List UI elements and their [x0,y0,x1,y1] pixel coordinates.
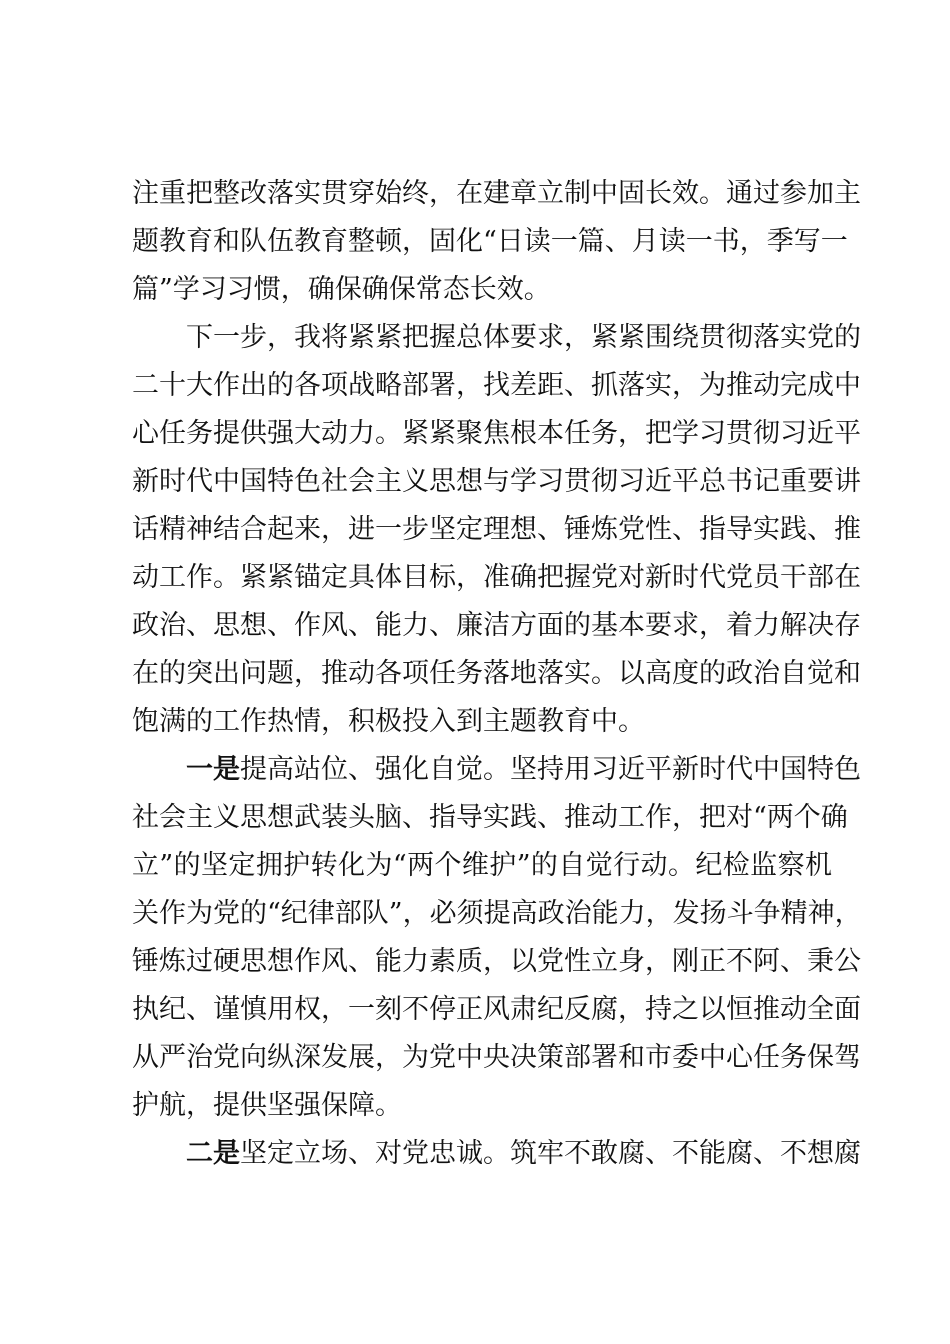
text-line: 题教育和队伍教育整顿，固化“日读一篇、月读一书，季写一 [132,226,848,257]
text-line: 立”的坚定拥护转化为“两个维护”的自觉行动。纪检监察机 [132,850,832,881]
text-line: 执纪、谨慎用权，一刻不停正风肃纪反腐，持之以恒推动全面 [132,994,861,1025]
paragraph [132,746,862,1130]
paragraph [132,1130,861,1178]
text-line: 话精神结合起来，进一步坚定理想、锤炼党性、指导实践、推 [132,514,861,545]
text-line: 注重把整改落实贯穿始终，在建章立制中固长效。通过参加主 [132,178,861,209]
paragraph-lead: 二是 [186,1138,240,1169]
text-line: 心任务提供强大动力。紧紧聚焦根本任务，把学习贯彻习近平 [132,418,861,449]
text-line: 二十大作出的各项战略部署，找差距、抓落实，为推动完成中 [132,370,861,401]
text-run: 提高站位、强化自觉。坚持用习近平新时代中国特色 [240,754,861,785]
text-line: 在的突出问题，推动各项任务落地落实。以高度的政治自觉和 [132,658,861,689]
text-line: 护航，提供坚强保障。 [132,1090,402,1121]
text-line: 锤炼过硬思想作风、能力素质，以党性立身，刚正不阿、秉公 [132,946,861,977]
text-line: 社会主义思想武装头脑、指导实践、推动工作，把对“两个确 [132,802,848,833]
text-line: 下一步，我将紧紧把握总体要求，紧紧围绕贯彻落实党的 [186,322,861,353]
text-line [132,746,861,794]
paragraph [132,170,861,314]
paragraph [132,314,861,746]
text-line: 政治、思想、作风、能力、廉洁方面的基本要求，着力解决存 [132,610,861,641]
text-line [132,1130,861,1178]
text-line: 动工作。紧紧锚定具体目标，准确把握党对新时代党员干部在 [132,562,861,593]
document-body [132,170,862,1178]
text-line: 新时代中国特色社会主义思想与学习贯彻习近平总书记重要讲 [132,466,861,497]
text-line: 篇”学习习惯，确保确保常态长效。 [132,274,551,305]
text-line: 关作为党的“纪律部队”，必须提高政治能力，发扬斗争精神， [132,898,862,929]
paragraph-lead: 一是 [186,754,240,785]
text-line: 饱满的工作热情，积极投入到主题教育中。 [132,706,645,737]
text-line: 从严治党向纵深发展，为党中央决策部署和市委中心任务保驾 [132,1042,861,1073]
text-run: 坚定立场、对党忠诚。筑牢不敢腐、不能腐、不想腐 [240,1138,861,1169]
